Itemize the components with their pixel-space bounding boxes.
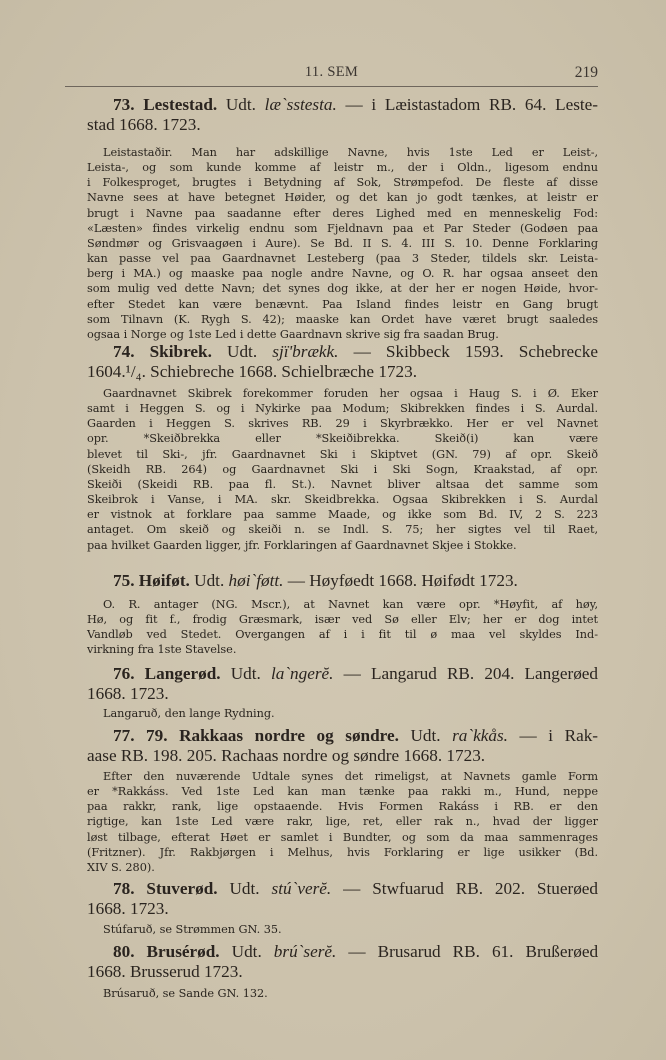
body-line: berg i MA.) og maaske paa nogle andre Navne, og O. R. har ogsaa anseet den: [87, 267, 598, 281]
heading-line: 1668. 1723.: [87, 683, 169, 703]
body-line: paa rakkr, rank, lige opstaaende. Hvis Formen Rakáss i RB. er den: [87, 800, 598, 814]
body-line: efter Stedet kan være benævnt. Paa Island findes leistr en Gang brugt: [87, 297, 598, 311]
body-line: samt i Heggen S. og i Nykirke paa Modum; Skibrekken findes i S. Aurdal.: [87, 402, 598, 416]
entry-76-body: [87, 706, 598, 721]
body-line: som Tilnavn (K. Rygh S. 42); maaske kan Ordet have været brugt saaledes: [87, 312, 598, 326]
page-number: 219: [574, 64, 598, 81]
entry-75: [87, 571, 598, 591]
heading-line: aase RB. 198. 205. Rachaas nordre og søndre 1668. 1723.: [87, 745, 486, 765]
historic-forms: — Høyføedt 1668. Høifødt 1723.: [283, 571, 518, 590]
udt-label: Udt.: [231, 942, 274, 961]
entry-heading: [87, 664, 598, 703]
entry-number: 74.: [113, 342, 135, 361]
entry-number: 75.: [113, 571, 135, 590]
entry-74: [87, 342, 598, 381]
entry-name: Brusérød.: [146, 942, 220, 961]
udt-label: Udt.: [410, 726, 453, 745]
entry-name: Lestestad.: [143, 95, 218, 114]
entry-heading: [87, 726, 598, 765]
udt-label: Udt.: [227, 342, 273, 361]
body-line: brugt i Navne paa saadanne efter deres Lighed med en menneskelig Fod:: [87, 206, 598, 220]
chapter-title: 11. SEM: [304, 64, 359, 80]
body-line: blevet til Ski-, jfr. Gaardnavnet Ski i Skiptvet (GN. 79) af opr. Skeið: [87, 447, 598, 461]
entry-name: Skibrek.: [149, 342, 212, 361]
body-line: i Folkesproget, brugtes i Betydning af Sok, Strømpefod. De fleste af disse: [87, 176, 598, 190]
historic-forms: — Stwfuarud RB. 202. Stuerøed: [331, 879, 599, 898]
pronunciation: læ`sstesta.: [264, 95, 337, 114]
body-line: opr. *Skeiðbrekka eller *Skeiðibrekka. Skeið(i) kan være: [87, 432, 598, 446]
entry-80: [87, 942, 598, 981]
heading-line: [87, 726, 598, 746]
historic-forms: — Skibbeck 1593. Schebrecke: [338, 342, 599, 361]
body-line: rigtige, kan 1ste Led være rakr, lige, ret, eller rak n., hvad der ligger: [87, 815, 598, 829]
heading-line: [87, 664, 598, 684]
udt-label: Udt.: [194, 571, 229, 590]
heading-line: 1668. 1723.: [87, 898, 169, 918]
entry-number: 73.: [113, 95, 135, 114]
header-rule: [65, 86, 598, 87]
body-line: O. R. antager (NG. Mscr.), at Navnet kan være opr. *Høyfit, af høy,: [103, 598, 598, 611]
entry-name: Høiføt.: [138, 571, 190, 590]
entry-77-79: [87, 726, 598, 765]
body-line: er *Rakkáss. Ved 1ste Led kan man tænke paa rakki m., Hund, neppe: [87, 785, 598, 799]
entry-75-body: [87, 597, 598, 658]
body-line: Stúfaruð, se Strømmen GN. 35.: [103, 923, 282, 936]
body-line: som mulig ved dette Navn; det synes dog ikke, at der her er nogen Høide, hvor-: [87, 282, 598, 296]
body-line: Vandløb ved Stedet. Overgangen af i i fit til ø maa vel skyldes Ind-: [87, 628, 598, 642]
entry-76: [87, 664, 598, 703]
entry-77-79-body: [87, 769, 598, 875]
entry-74-body: [87, 386, 598, 553]
body-line: antaget. Om skeið og skeiði n. se Indl. S. 75; her sigtes vel til Raet,: [87, 523, 598, 537]
heading-line: [87, 879, 598, 899]
entry-heading: [87, 879, 598, 918]
entry-heading: [87, 95, 598, 134]
entry-73-body: [87, 145, 598, 342]
body-line: Leistastaðir. Man har adskillige Navne, hvis 1ste Led er Leist-,: [103, 146, 598, 159]
body-line: «Læsten» findes virkelig endnu som Fjeldnavn paa et Par Steder (Godøen paa: [87, 221, 598, 235]
heading-line: [87, 95, 598, 115]
body-line: Efter den nuværende Udtale synes det rimeligst, at Navnets gamle Form: [103, 770, 598, 783]
body-line: (Skeidh RB. 264) og Gaardnavnet Ski i Ski Sogn, Kraakstad, af opr.: [87, 462, 598, 476]
body-line: Leista-, og som kunde komme af leistr m., der i Oldn., ligesom endnu: [87, 161, 598, 175]
body-line: Skeiði (Skeidi RB. paa fl. St.). Navnet bliver altsaa det samme som: [87, 477, 598, 491]
body-line: Hø, og fit f., frodig Græsmark, især ved Sø eller Elv; her er dog intet: [87, 613, 598, 627]
entry-number: 76.: [113, 664, 135, 683]
historic-forms: — i Læistastadom RB. 64. Leste-: [336, 95, 599, 114]
heading-line: 1668. Brusserud 1723.: [87, 961, 243, 981]
entry-number: 78.: [113, 879, 135, 898]
body-line: paa hvilket Gaarden ligger, jfr. Forklaringen af Gaardnavnet Skjee i Stokke.: [87, 538, 517, 552]
entry-73: [87, 95, 598, 134]
heading-line: stad 1668. 1723.: [87, 114, 201, 134]
udt-label: Udt.: [225, 95, 265, 114]
entry-80-body: [87, 986, 598, 1001]
heading-line: [87, 571, 598, 591]
body-line: løst tilbage, efterat Høet er samlet i Bundter, og som da maa sammenrages: [87, 830, 598, 844]
body-line: Langaruð, den lange Rydning.: [103, 707, 275, 720]
body-line: er vistnok at forklare paa samme Maade, og ikke som Bd. IV, 2 S. 223: [87, 508, 598, 522]
udt-label: Udt.: [230, 664, 271, 683]
running-head: [65, 64, 598, 84]
heading-line: [87, 942, 598, 962]
body-line: (Fritzner). Jfr. Rakbjørgen i Melhus, hvis Forklaring er lige usikker (Bd.: [87, 845, 598, 859]
body-line: Søndmør og Grisvaagøen i Aure). Se Bd. II S. 4. III S. 10. Denne Forklaring: [87, 236, 598, 250]
pronunciation: la`ngerĕ.: [270, 664, 334, 683]
historic-forms: — i Rak-: [507, 726, 599, 745]
pronunciation: høi`føtt.: [228, 571, 284, 590]
body-line: Gaardnavnet Skibrek forekommer foruden her ogsaa i Haug S. i Ø. Eker: [103, 387, 598, 400]
udt-label: Udt.: [229, 879, 272, 898]
entry-name: Langerød.: [144, 664, 221, 683]
pronunciation: sjï'brækk.: [272, 342, 339, 361]
body-line: Skeibrok i Vanse, i MA. skr. Skeidbrekka. Ogsaa Skibrekken i S. Aurdal: [87, 493, 598, 507]
pronunciation: stú`verĕ.: [271, 879, 332, 898]
body-line: Gaarden i Heggen S. skrives RB. 29 i Skyrbrækko. Her er vel Navnet: [87, 417, 598, 431]
body-line: ogsaa i Norge og 1ste Led i dette Gaardnavn skrive sig fra saadan Brug.: [87, 327, 499, 341]
body-line: Navne sees at have betegnet Høider, og det kan jo godt tænkes, at leistr er: [87, 191, 598, 205]
entry-name: Rakkaas nordre og søndre.: [179, 726, 399, 745]
heading-line: [87, 342, 598, 362]
historic-forms: — Brusarud RB. 61. Brußerøed: [336, 942, 599, 961]
historic-forms: — Langarud RB. 204. Langerøed: [333, 664, 599, 683]
entry-name: Stuverød.: [146, 879, 218, 898]
body-line: XIV S. 280).: [87, 860, 155, 874]
body-line: kan passe vel paa Gaardnavnet Lesteberg (paa 3 Steder, tildels skr. Leista-: [87, 252, 598, 266]
entry-heading: [87, 342, 598, 381]
heading-line: 1604.¹/₄. Schiebreche 1668. Schielbræche 1723.: [87, 361, 417, 381]
entry-78-body: [87, 922, 598, 937]
entry-78: [87, 879, 598, 918]
entry-heading: [87, 942, 598, 981]
body-line: Brúsaruð, se Sande GN. 132.: [103, 987, 268, 1000]
entry-number: 80.: [113, 942, 135, 961]
body-line: virkning fra 1ste Stavelse.: [87, 643, 237, 657]
pronunciation: brú`serĕ.: [273, 942, 337, 961]
entry-number: 77. 79.: [113, 726, 168, 745]
pronunciation: ra`kkås.: [452, 726, 508, 745]
entry-heading: [87, 571, 598, 591]
